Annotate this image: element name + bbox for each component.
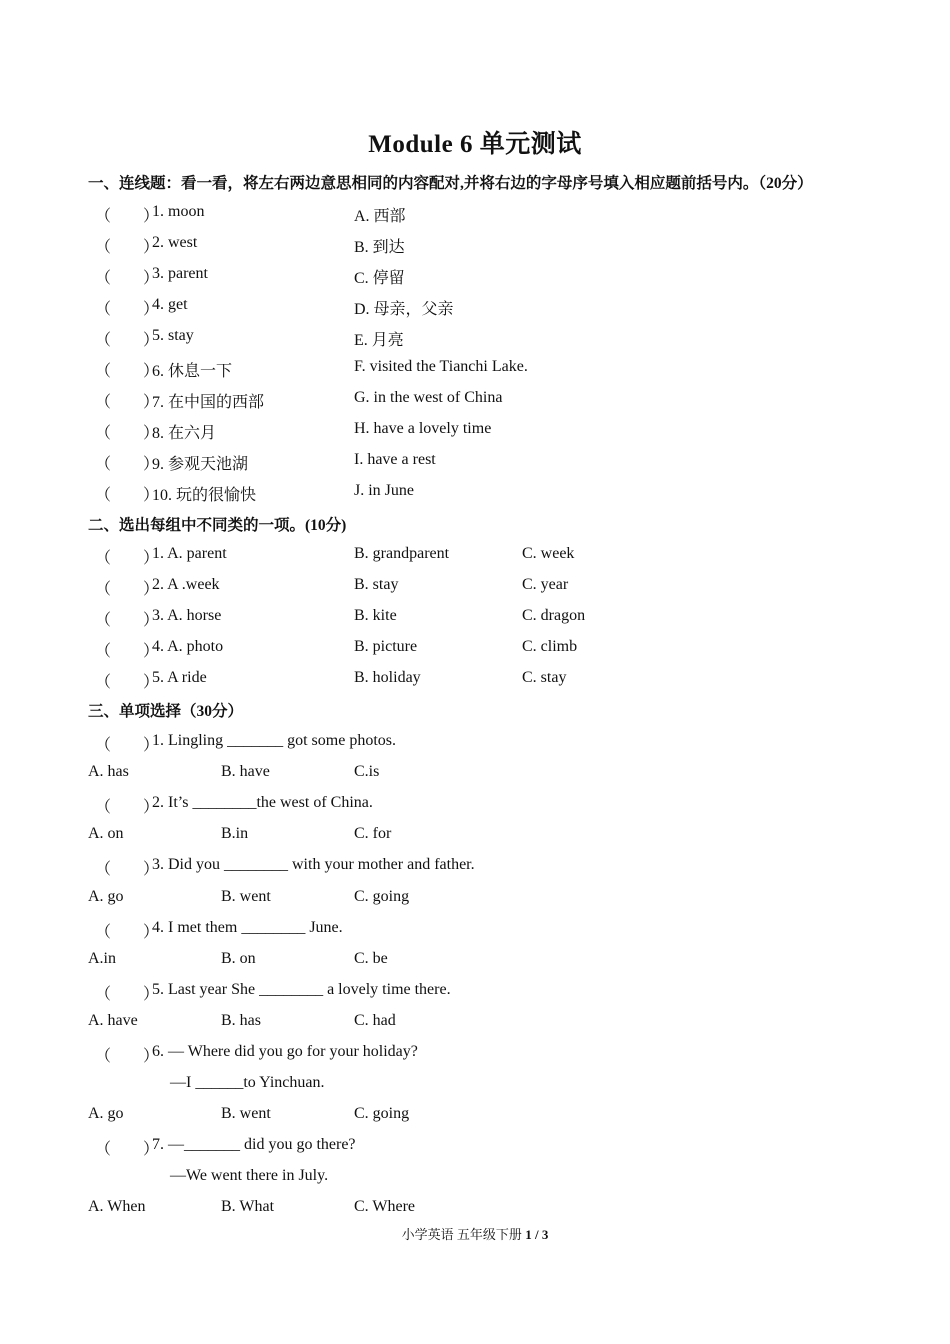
question-row	[0, 732, 950, 756]
options-row	[0, 763, 950, 787]
match-row	[0, 234, 950, 258]
footer-page-number: 1	[525, 1227, 532, 1242]
choice-option: B. have	[221, 763, 270, 780]
question-text: 7. —_______ did you go there?	[152, 1136, 356, 1153]
choice-option: B. What	[221, 1198, 275, 1215]
option-b: B. picture	[354, 638, 418, 655]
option-b: B. grandparent	[354, 545, 450, 562]
answer-blank: （ ）	[95, 394, 160, 411]
option-b: B. stay	[354, 576, 399, 593]
answer-blank: （ ）	[95, 737, 160, 754]
match-row	[0, 451, 950, 475]
match-right-item: D. 母亲，父亲	[354, 301, 454, 318]
question-subline	[0, 1074, 950, 1098]
dialogue-line: —I ______to Yinchuan.	[170, 1074, 325, 1091]
match-row	[0, 296, 950, 320]
match-row	[0, 265, 950, 289]
answer-blank: （ ）	[95, 986, 160, 1003]
match-left-item: 1. moon	[152, 203, 205, 220]
match-left-item: 7. 在中国的西部	[152, 394, 265, 411]
answer-blank: （ ）	[95, 1048, 160, 1065]
match-right-item: I. have a rest	[354, 451, 436, 468]
question-row	[0, 1136, 950, 1160]
match-left-item: 2. west	[152, 234, 198, 251]
footer-page-total: 3	[541, 1227, 549, 1242]
odd-one-out-row	[0, 545, 950, 569]
options-row	[0, 950, 950, 974]
choice-option: A. has	[88, 763, 129, 780]
odd-one-out-row	[0, 638, 950, 662]
option-a: 1. A. parent	[152, 545, 227, 562]
option-b: B. holiday	[354, 669, 421, 686]
choice-option: B.in	[221, 825, 249, 842]
question-row	[0, 919, 950, 943]
match-row	[0, 203, 950, 227]
match-left-item: 4. get	[152, 296, 188, 313]
choice-option: C. for	[354, 825, 392, 842]
odd-one-out-row	[0, 607, 950, 631]
choice-option: A. go	[88, 888, 124, 905]
option-b: B. kite	[354, 607, 397, 624]
match-left-item: 6. 休息一下	[152, 363, 233, 380]
match-row	[0, 358, 950, 382]
option-a: 5. A ride	[152, 669, 207, 686]
question-text: 6. — Where did you go for your holiday?	[152, 1043, 418, 1060]
option-c: C. dragon	[522, 607, 586, 624]
choice-option: B. went	[221, 1105, 271, 1122]
answer-blank: （ ）	[95, 1141, 160, 1158]
choice-option: B. has	[221, 1012, 261, 1029]
answer-blank: （ ）	[95, 332, 160, 349]
question-row	[0, 794, 950, 818]
answer-blank: （ ）	[95, 612, 160, 629]
choice-option: C. going	[354, 1105, 410, 1122]
match-right-item: F. visited the Tianchi Lake.	[354, 358, 528, 375]
section1-heading: 一、连线题：看一看，将左右两边意思相同的内容配对,并将右边的字母序号填入相应题前括号内。（20分）	[88, 175, 813, 192]
option-a: 3. A. horse	[152, 607, 222, 624]
match-row	[0, 389, 950, 413]
option-c: C. climb	[522, 638, 578, 655]
answer-blank: （ ）	[95, 861, 160, 878]
match-left-item: 8. 在六月	[152, 425, 217, 442]
answer-blank: （ ）	[95, 550, 160, 567]
section3-heading: 三、单项选择（30分）	[88, 703, 244, 720]
question-row	[0, 1043, 950, 1067]
match-left-item: 5. stay	[152, 327, 194, 344]
choice-option: B. went	[221, 888, 271, 905]
question-text: 1. Lingling _______ got some photos.	[152, 732, 396, 749]
page-footer	[0, 1224, 950, 1243]
match-right-item: H. have a lovely time	[354, 420, 492, 437]
options-row	[0, 1105, 950, 1129]
match-row	[0, 327, 950, 351]
question-text: 3. Did you ________ with your mother and father.	[152, 856, 475, 873]
match-left-item: 3. parent	[152, 265, 208, 282]
options-row	[0, 888, 950, 912]
choice-option: C. had	[354, 1012, 396, 1029]
option-c: C. year	[522, 576, 569, 593]
match-right-item: C. 停留	[354, 270, 405, 287]
match-right-item: E. 月亮	[354, 332, 404, 349]
choice-option: C. Where	[354, 1198, 416, 1215]
answer-blank: （ ）	[95, 487, 160, 504]
page-title: Module 6 单元测试	[368, 131, 582, 158]
answer-blank: （ ）	[95, 674, 160, 691]
option-c: C. week	[522, 545, 575, 562]
answer-blank: （ ）	[95, 799, 160, 816]
match-right-item: G. in the west of China	[354, 389, 503, 406]
option-a: 2. A .week	[152, 576, 220, 593]
answer-blank: （ ）	[95, 239, 160, 256]
choice-option: A. go	[88, 1105, 124, 1122]
answer-blank: （ ）	[95, 363, 160, 380]
question-row	[0, 981, 950, 1005]
options-row	[0, 1012, 950, 1036]
match-right-item: A. 西部	[354, 208, 406, 225]
question-text: 5. Last year She ________ a lovely time there.	[152, 981, 451, 998]
match-row	[0, 420, 950, 444]
choice-option: A. on	[88, 825, 124, 842]
choice-option: C.is	[354, 763, 380, 780]
dialogue-line: —We went there in July.	[170, 1167, 329, 1184]
footer-separator: /	[531, 1227, 542, 1242]
choice-option: A. have	[88, 1012, 138, 1029]
choice-option: A. When	[88, 1198, 146, 1215]
answer-blank: （ ）	[95, 425, 160, 442]
answer-blank: （ ）	[95, 643, 160, 660]
question-subline	[0, 1167, 950, 1191]
options-row	[0, 1198, 950, 1222]
answer-blank: （ ）	[95, 301, 160, 318]
section2-heading: 二、选出每组中不同类的一项。(10分)	[88, 517, 347, 534]
odd-one-out-row	[0, 669, 950, 693]
question-text: 2. It’s ________the west of China.	[152, 794, 373, 811]
match-left-item: 9. 参观天池湖	[152, 456, 249, 473]
option-a: 4. A. photo	[152, 638, 224, 655]
choice-option: B. on	[221, 950, 256, 967]
answer-blank: （ ）	[95, 581, 160, 598]
match-right-item: B. 到达	[354, 239, 405, 256]
choice-option: C. going	[354, 888, 410, 905]
answer-blank: （ ）	[95, 456, 160, 473]
odd-one-out-row	[0, 576, 950, 600]
question-row	[0, 856, 950, 880]
answer-blank: （ ）	[95, 924, 160, 941]
answer-blank: （ ）	[95, 270, 160, 287]
choice-option: C. be	[354, 950, 388, 967]
match-row	[0, 482, 950, 506]
options-row	[0, 825, 950, 849]
option-c: C. stay	[522, 669, 567, 686]
answer-blank: （ ）	[95, 208, 160, 225]
match-left-item: 10. 玩的很愉快	[152, 487, 257, 504]
footer-text: 小学英语 五年级下册	[401, 1227, 522, 1242]
match-right-item: J. in June	[354, 482, 414, 499]
question-text: 4. I met them ________ June.	[152, 919, 343, 936]
choice-option: A.in	[88, 950, 116, 967]
